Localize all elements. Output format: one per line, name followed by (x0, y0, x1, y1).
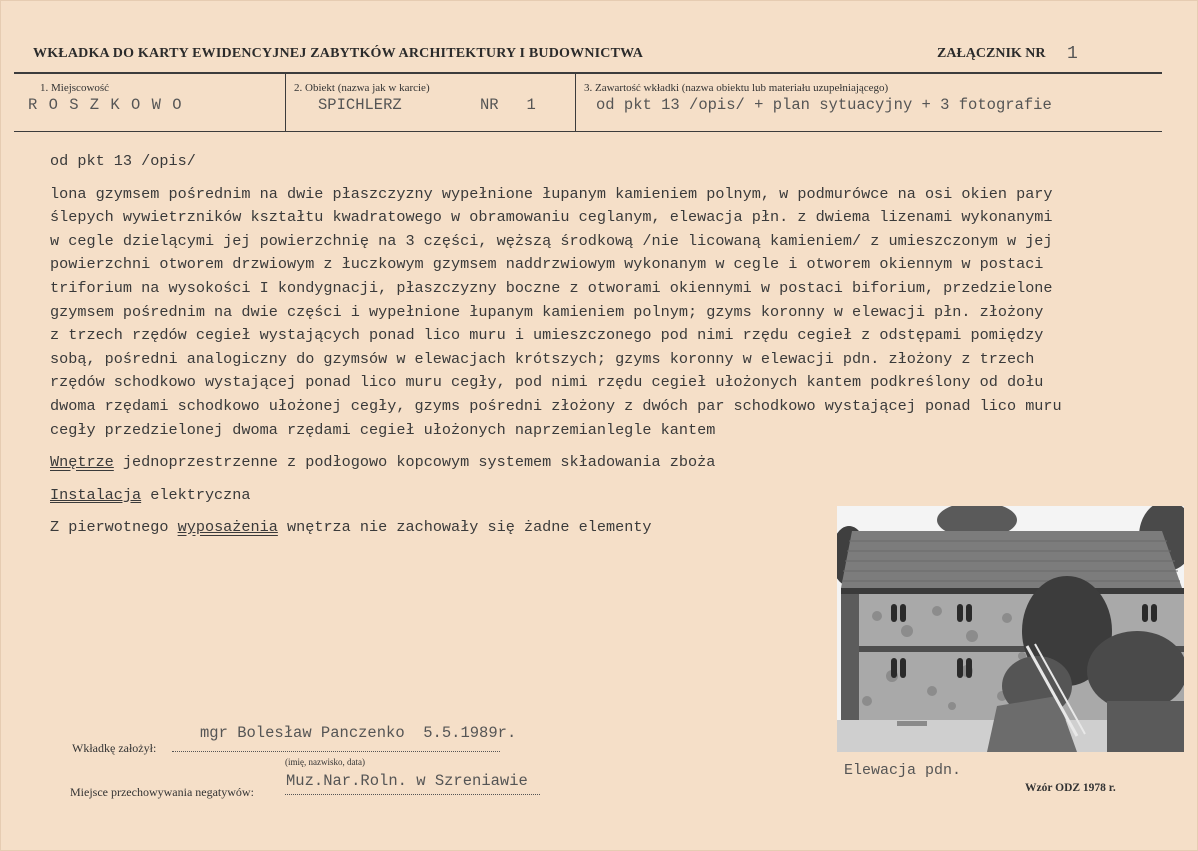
description-line: cegły przedzielonej dwoma rzędami cegieł ułożonych naprzemianlegle kantem (50, 420, 716, 439)
description-line: dwoma rzędami schodkowo ułożonej cegły, gzyms pośredni złożony z dwóch par schodkowo wystającej ponad lico muru (50, 396, 1062, 415)
description-line: z trzech rzędów cegieł wystających ponad lico muru i umieszczonego pod nimi rzędu cegieł z odstępami pomiędzy (50, 326, 1044, 345)
equipment-text: wnętrza nie zachowały się żadne elementy (277, 518, 652, 537)
photo-caption: Elewacja pdn. (844, 762, 962, 779)
header-rule-bottom (14, 131, 1162, 132)
object-label: 2. Obiekt (nazwa jak w karcie) (294, 82, 430, 94)
attachment-number: 1 (1067, 44, 1078, 64)
contents-value: od pkt 13 /opis/ + plan sytuacyjny + 3 fotografie (596, 96, 1052, 114)
description-heading: od pkt 13 /opis/ (50, 152, 196, 170)
object-value: SPICHLERZ (318, 96, 402, 114)
interior-line (50, 451, 1190, 475)
description-line: sobą, pośredni analogiczny do gzymsów w elewacjach krótszych; gzyms koronny w elewacji pdn. złożony z trzech (50, 349, 1035, 368)
description-line: lona gzymsem pośrednim na dwie płaszczyzny wypełnione łupanym kamieniem polnym, w podmurówce na osi okien pary (50, 184, 1053, 203)
installation-text: elektryczna (141, 485, 251, 504)
created-by-dotted-line (172, 751, 500, 752)
negatives-storage-label: Miejsce przechowywania negatywów: (70, 785, 254, 799)
created-by-label: Wkładkę założył: (72, 741, 157, 755)
form-template-note: Wzór ODZ 1978 r. (1025, 782, 1116, 794)
created-by-hint: (imię, nazwisko, data) (285, 757, 365, 767)
locality-value: R O S Z K O W O (28, 96, 183, 114)
description-line: gzymsem pośrednim na dwie części i wypełnione łupanym kamieniem polnym; gzyms koronny w elewacji płn. złożony (50, 302, 1044, 321)
installation-label: Instalacja (50, 485, 142, 504)
equipment-label: wyposażenia (177, 518, 278, 537)
object-number: NR 1 (480, 96, 536, 114)
header-rule-top (14, 72, 1162, 74)
equipment-prefix: Z pierwotnego (50, 518, 178, 537)
description-line: rzędów schodkowo wystającej ponad lico muru cegły, pod nimi rzędu cegieł ułożonych kantem podkreślony od dołu (50, 373, 1044, 392)
field-divider-1 (285, 74, 286, 131)
description-line: w cegle dzielącymi jej powierzchnię na 3 części, węższą środkową /nie licowaną kamieniem/ z umieszczonym w jej (50, 231, 1053, 250)
locality-label: 1. Miejscowość (40, 82, 110, 94)
attachment-label: ZAŁĄCZNIK NR (937, 46, 1046, 61)
interior-label: Wnętrze (50, 453, 114, 472)
field-divider-2 (575, 74, 576, 131)
granary-photo (837, 506, 1184, 752)
negatives-storage-value: Muz.Nar.Roln. w Szreniawie (286, 772, 528, 790)
contents-label: 3. Zawartość wkładki (nazwa obiektu lub materiału uzupełniającego) (584, 82, 889, 94)
description-text (50, 150, 1190, 540)
card-title: WKŁADKA DO KARTY EWIDENCYJNEJ ZABYTKÓW ARCHITEKTURY I BUDOWNICTWA (33, 46, 644, 61)
negatives-storage-dotted-line (285, 794, 540, 795)
description-line: ślepych wywietrzników kształtu kwadratowego w obramowaniu ceglanym, elewacja płn. z dwiema lizenami wykonanymi (50, 208, 1053, 227)
description-line: powierzchni otworem drzwiowym z łuczkowym gzymsem naddrzwiowym wykonanym w cegle i otworem okiennym w postaci (50, 255, 1044, 274)
interior-text: jednoprzestrzenne z podłogowo kopcowym systemem składowania zboża (113, 453, 716, 472)
description-line: triforium na wysokości I kondygnacji, płaszczyzny boczne z otworami okiennymi w postaci biforium, przedzielone (50, 278, 1053, 297)
created-by-value: mgr Bolesław Panczenko 5.5.1989r. (200, 724, 517, 742)
installation-line (50, 484, 1190, 508)
